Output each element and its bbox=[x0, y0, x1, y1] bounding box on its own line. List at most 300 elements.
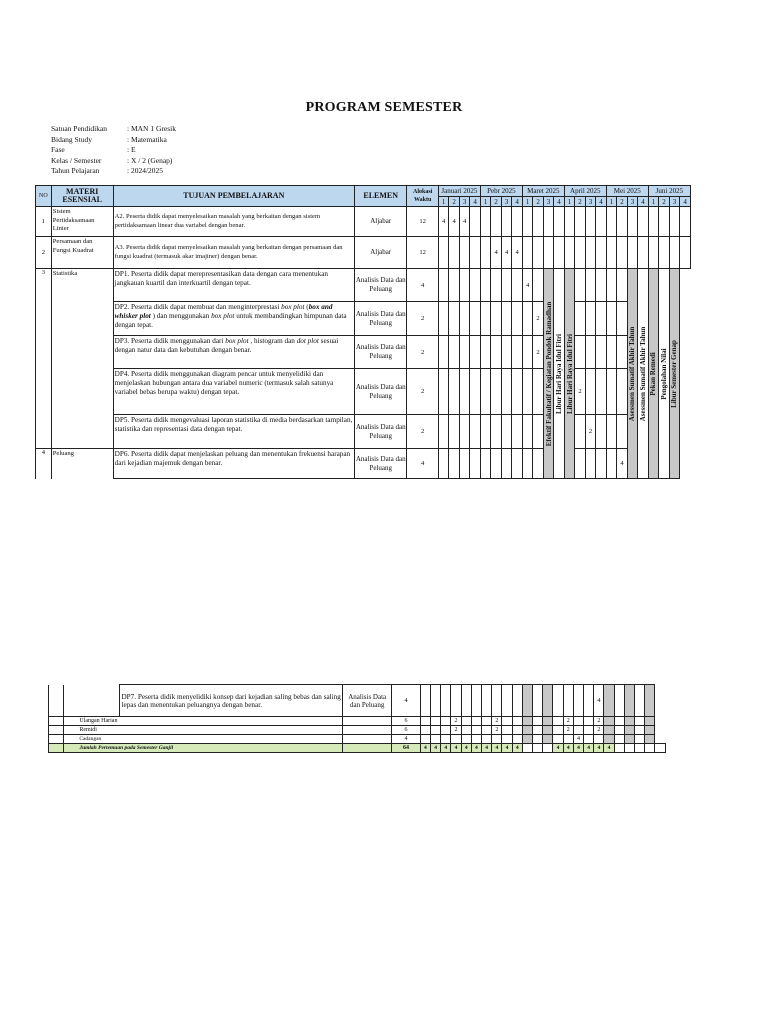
week-cell bbox=[480, 269, 490, 302]
week-cell bbox=[627, 237, 637, 269]
week-cell: 2 bbox=[492, 717, 502, 726]
total-cell: 4 bbox=[420, 744, 430, 753]
week-cell bbox=[480, 207, 490, 237]
month-header: Januari 2025 bbox=[438, 186, 480, 197]
row-elemen: Analisis Data dan Peluang bbox=[354, 449, 406, 479]
week-cell bbox=[482, 685, 492, 717]
week-cell bbox=[585, 207, 595, 237]
week-cell bbox=[512, 207, 523, 237]
info-row bbox=[51, 135, 176, 146]
total-cell: 4 bbox=[573, 744, 583, 753]
week-cell bbox=[617, 269, 627, 302]
week-cell bbox=[575, 449, 585, 479]
week-header: 4 bbox=[512, 197, 523, 207]
week-cell bbox=[459, 415, 469, 449]
week-cell bbox=[501, 269, 511, 302]
week-header: 1 bbox=[522, 197, 532, 207]
week-cell bbox=[575, 237, 585, 269]
week-header: 2 bbox=[617, 197, 627, 207]
week-cell bbox=[449, 336, 459, 369]
week-cell: 4 bbox=[617, 449, 627, 479]
table-row bbox=[36, 237, 691, 269]
table-row bbox=[49, 685, 666, 717]
week-cell bbox=[522, 336, 532, 369]
week-cell bbox=[501, 207, 511, 237]
week-header: 4 bbox=[554, 197, 565, 207]
row-tujuan: A2. Peserta didik dapat menyelesaikan masalah yang berkaitan dengan sistem pertidaksamaan linear dua variabel dengan benar. bbox=[113, 207, 354, 237]
week-cell bbox=[669, 237, 679, 269]
info-value: : 2024/2025 bbox=[127, 166, 164, 176]
program-semester-table bbox=[35, 185, 691, 479]
row-elemen: Analisis Data dan Peluang bbox=[354, 369, 406, 415]
row-elemen: Analisis Data dan Peluang bbox=[354, 269, 406, 302]
info-label: Bidang Study bbox=[51, 134, 93, 144]
week-cell bbox=[470, 237, 481, 269]
week-header: 4 bbox=[680, 197, 691, 207]
vertical-label: Libur Hari Raya Idul Fitri bbox=[565, 333, 574, 414]
table-row bbox=[36, 415, 691, 449]
row-alokasi: 2 bbox=[407, 336, 438, 369]
week-header: 2 bbox=[491, 197, 501, 207]
row-tujuan: DP1. Peserta didik dapat merepresentasikan data dengan cara menentukan jangkauan kuartil dan interkuartil dengan tepat. bbox=[113, 269, 354, 302]
vertical-label: Libur Semester Genap bbox=[670, 339, 679, 408]
week-header: 1 bbox=[438, 197, 448, 207]
text-run: ) dan menggunakan bbox=[150, 312, 212, 320]
vertical-label: Efektif Fakultatif / Kegiatan Pondok Ramadhan bbox=[544, 301, 553, 446]
week-cell bbox=[575, 302, 585, 336]
text-run: box plot bbox=[281, 303, 305, 311]
week-cell bbox=[512, 415, 523, 449]
week-cell bbox=[491, 269, 501, 302]
week-cell bbox=[680, 237, 691, 269]
week-cell bbox=[617, 237, 627, 269]
total-cell: 4 bbox=[563, 744, 573, 753]
week-cell bbox=[585, 336, 595, 369]
total-alokasi: 64 bbox=[392, 744, 421, 753]
week-cell: 4 bbox=[459, 207, 469, 237]
row-elemen bbox=[343, 717, 392, 726]
week-cell bbox=[470, 449, 481, 479]
week-cell bbox=[606, 237, 616, 269]
week-cell bbox=[638, 237, 649, 269]
text-run: box plot bbox=[211, 312, 235, 320]
week-cell bbox=[543, 237, 553, 269]
vertical-label: Libur Hari Raya Idul Fitri bbox=[555, 333, 564, 414]
table-row bbox=[36, 336, 691, 369]
month-header: April 2025 bbox=[564, 186, 606, 197]
vertical-label-cell bbox=[648, 269, 658, 479]
week-cell: 4 bbox=[491, 237, 501, 269]
vertical-label: Pekan Remedi bbox=[649, 351, 658, 396]
week-cell bbox=[575, 415, 585, 449]
row-tujuan bbox=[113, 336, 354, 369]
week-cell bbox=[533, 269, 543, 302]
row-tujuan: DP6. Peserta didik dapat menjelaskan peluang dan menentukan frekuensi harapan dari kejadian majemuk dengan benar. bbox=[113, 449, 354, 479]
week-cell bbox=[596, 207, 607, 237]
week-cell bbox=[480, 336, 490, 369]
week-cell bbox=[491, 302, 501, 336]
week-header: 4 bbox=[638, 197, 649, 207]
week-cell bbox=[617, 415, 627, 449]
vertical-label-cell bbox=[627, 269, 637, 479]
row-elemen: Aljabar bbox=[354, 237, 406, 269]
vertical-label: Asessmen Sumatif Akhir Tahun bbox=[628, 326, 637, 421]
text-run: , histogram dan bbox=[248, 337, 297, 345]
total-cell: 4 bbox=[482, 744, 492, 753]
total-cell: 4 bbox=[492, 744, 502, 753]
table-row bbox=[36, 269, 691, 302]
week-cell bbox=[617, 302, 627, 336]
week-cell bbox=[645, 685, 655, 717]
info-value: : Matematika bbox=[127, 134, 167, 144]
week-cell bbox=[449, 369, 459, 415]
week-cell bbox=[491, 207, 501, 237]
month-header: Pebr 2025 bbox=[480, 186, 522, 197]
week-cell bbox=[449, 415, 459, 449]
week-header: 1 bbox=[564, 197, 574, 207]
month-header: Maret 2025 bbox=[522, 186, 564, 197]
week-header: 1 bbox=[480, 197, 490, 207]
week-cell bbox=[501, 415, 511, 449]
week-cell: 2 bbox=[451, 726, 461, 735]
week-header: 1 bbox=[648, 197, 658, 207]
week-cell bbox=[449, 449, 459, 479]
week-cell bbox=[585, 269, 595, 302]
table-row bbox=[49, 735, 666, 744]
row-tujuan: DP7. Peserta didik menyelidiki konsep dari kejadian saling bebas dan saling lepas dan menentukan peluangnya dengan benar. bbox=[120, 685, 343, 717]
week-cell: 4 bbox=[522, 269, 532, 302]
row-alokasi: 12 bbox=[407, 207, 438, 237]
week-cell bbox=[596, 369, 607, 415]
row-no bbox=[49, 717, 64, 726]
week-cell bbox=[627, 207, 637, 237]
total-cell: 4 bbox=[604, 744, 614, 753]
week-cell bbox=[522, 685, 532, 717]
text-run: dot plot bbox=[296, 337, 319, 345]
week-cell bbox=[502, 685, 512, 717]
text-run: ( bbox=[304, 303, 309, 311]
week-cell bbox=[522, 237, 532, 269]
total-cell: 4 bbox=[461, 744, 471, 753]
week-cell bbox=[680, 207, 691, 237]
row-no: 3 bbox=[36, 269, 52, 449]
week-cell bbox=[512, 336, 523, 369]
week-cell bbox=[596, 269, 607, 302]
total-row bbox=[49, 744, 666, 753]
info-row bbox=[51, 156, 176, 167]
week-cell bbox=[533, 415, 543, 449]
week-cell bbox=[441, 685, 451, 717]
week-cell bbox=[470, 302, 481, 336]
week-cell bbox=[459, 449, 469, 479]
week-cell bbox=[669, 207, 679, 237]
week-cell bbox=[491, 336, 501, 369]
week-cell bbox=[512, 302, 523, 336]
week-cell bbox=[648, 207, 658, 237]
week-cell bbox=[438, 336, 448, 369]
week-cell: 2 bbox=[585, 415, 595, 449]
week-cell: 2 bbox=[594, 726, 604, 735]
week-cell bbox=[420, 685, 430, 717]
info-label: Fase bbox=[51, 145, 65, 155]
week-cell bbox=[438, 369, 448, 415]
week-cell: 4 bbox=[512, 237, 523, 269]
table-row bbox=[49, 717, 666, 726]
info-value: : E bbox=[127, 145, 136, 155]
week-cell bbox=[596, 302, 607, 336]
info-value: : X / 2 (Genap) bbox=[127, 155, 173, 165]
vertical-label-cell bbox=[659, 269, 669, 479]
week-cell bbox=[491, 415, 501, 449]
week-header: 2 bbox=[449, 197, 459, 207]
week-cell bbox=[438, 449, 448, 479]
week-cell bbox=[606, 269, 616, 302]
row-alokasi: 12 bbox=[407, 237, 438, 269]
info-row bbox=[51, 166, 176, 177]
table-row bbox=[36, 302, 691, 336]
header-materi: MATERI ESENSIAL bbox=[51, 186, 113, 207]
week-cell bbox=[438, 237, 448, 269]
table-row bbox=[36, 369, 691, 415]
month-header: Mei 2025 bbox=[606, 186, 648, 197]
week-cell bbox=[480, 369, 490, 415]
week-header: 4 bbox=[596, 197, 607, 207]
week-cell bbox=[606, 302, 616, 336]
week-cell bbox=[606, 336, 616, 369]
week-header: 3 bbox=[459, 197, 469, 207]
week-cell: 2 bbox=[492, 726, 502, 735]
vertical-label-cell bbox=[543, 269, 553, 479]
row-tujuan: DP4. Peserta didik menggunakan diagram pencar untuk menyelidiki dan menjelaskan hubungan antara dua variabel numeric (termasuk salah satunya variabel bebas berupa waktu) dengan tepat. bbox=[113, 369, 354, 415]
week-cell bbox=[575, 336, 585, 369]
week-cell bbox=[635, 685, 645, 717]
week-cell: 4 bbox=[449, 207, 459, 237]
week-cell bbox=[522, 302, 532, 336]
row-materi: Persamaan dan Fungsi Kuadrat bbox=[51, 237, 113, 269]
row-tujuan: A3. Peserta didik dapat menyelesaikan masalah yang berkaitan dengan persamaan dan fungsi kuadrat (termasuk akar imajiner) dengan benar. bbox=[113, 237, 354, 269]
week-cell: 2 bbox=[563, 726, 573, 735]
page-title: PROGRAM SEMESTER bbox=[305, 100, 463, 115]
row-alokasi: 4 bbox=[407, 269, 438, 302]
row-no: 4 bbox=[36, 449, 52, 479]
week-cell bbox=[431, 685, 441, 717]
continuation-table bbox=[48, 684, 666, 753]
week-cell bbox=[596, 415, 607, 449]
week-cell bbox=[480, 449, 490, 479]
week-cell bbox=[606, 449, 616, 479]
row-elemen: Analisis Data dan Peluang bbox=[354, 336, 406, 369]
week-cell bbox=[543, 685, 553, 717]
week-cell bbox=[575, 207, 585, 237]
week-cell bbox=[491, 449, 501, 479]
week-header: 2 bbox=[659, 197, 669, 207]
week-cell bbox=[512, 269, 523, 302]
row-tujuan bbox=[113, 302, 354, 336]
week-cell bbox=[470, 269, 481, 302]
vertical-label-cell bbox=[638, 269, 649, 479]
week-cell bbox=[501, 302, 511, 336]
info-label: Satuan Pendidikan bbox=[51, 124, 108, 133]
week-cell bbox=[470, 415, 481, 449]
week-cell bbox=[533, 685, 543, 717]
week-cell bbox=[459, 336, 469, 369]
row-no: 1 bbox=[36, 207, 52, 237]
week-cell bbox=[438, 415, 448, 449]
week-cell bbox=[585, 369, 595, 415]
week-cell bbox=[554, 237, 565, 269]
week-cell bbox=[624, 685, 634, 717]
week-cell bbox=[471, 685, 481, 717]
row-no: 2 bbox=[36, 237, 52, 269]
week-cell bbox=[522, 449, 532, 479]
week-cell bbox=[617, 207, 627, 237]
week-header: 3 bbox=[669, 197, 679, 207]
vertical-label: Asessmen Sumatif Akhir Tahun bbox=[638, 326, 647, 421]
week-cell: 2 bbox=[533, 336, 543, 369]
week-cell bbox=[449, 269, 459, 302]
week-cell: 4 bbox=[573, 735, 583, 744]
row-elemen: Analisis Data dan Peluang bbox=[343, 685, 392, 717]
table-row bbox=[36, 207, 691, 237]
row-alokasi: 2 bbox=[407, 415, 438, 449]
identity-block bbox=[51, 124, 176, 177]
week-cell: 2 bbox=[563, 717, 573, 726]
text-run: box and whisker plot bbox=[114, 303, 333, 320]
week-cell bbox=[459, 369, 469, 415]
row-alokasi: 6 bbox=[392, 726, 421, 735]
row-label: Remidi bbox=[64, 726, 343, 735]
row-materi: Sistem Pertidaksamaan Linier bbox=[51, 207, 113, 237]
week-cell bbox=[512, 685, 522, 717]
header-alokasi: Alokasi Waktu bbox=[407, 186, 438, 207]
week-cell bbox=[512, 449, 523, 479]
week-cell: 4 bbox=[594, 685, 604, 717]
total-cell: 4 bbox=[471, 744, 481, 753]
week-cell bbox=[449, 237, 459, 269]
week-header: 3 bbox=[627, 197, 637, 207]
week-cell bbox=[648, 237, 658, 269]
week-cell bbox=[604, 685, 614, 717]
week-cell bbox=[659, 237, 669, 269]
text-run: box plot bbox=[225, 337, 249, 345]
row-alokasi: 6 bbox=[392, 717, 421, 726]
row-alokasi: 2 bbox=[407, 369, 438, 415]
week-cell bbox=[596, 449, 607, 479]
row-label: Cadangan bbox=[64, 735, 343, 744]
total-cell: 4 bbox=[431, 744, 441, 753]
week-cell bbox=[564, 207, 574, 237]
week-cell bbox=[491, 369, 501, 415]
info-label: Kelas / Semester bbox=[51, 155, 102, 165]
info-row bbox=[51, 124, 176, 135]
week-cell bbox=[459, 302, 469, 336]
header-no: NO bbox=[36, 186, 52, 207]
week-cell: 2 bbox=[451, 717, 461, 726]
week-cell bbox=[470, 336, 481, 369]
week-cell bbox=[512, 369, 523, 415]
week-cell: 2 bbox=[533, 302, 543, 336]
week-cell: 2 bbox=[575, 369, 585, 415]
week-cell bbox=[533, 207, 543, 237]
week-cell bbox=[522, 369, 532, 415]
week-cell bbox=[522, 415, 532, 449]
week-cell bbox=[461, 685, 471, 717]
total-label: Jumlah Pertemuan pada Semester Ganjil bbox=[64, 744, 343, 753]
week-header: 4 bbox=[470, 197, 481, 207]
total-cell: 4 bbox=[441, 744, 451, 753]
week-cell bbox=[459, 269, 469, 302]
week-header: 2 bbox=[533, 197, 543, 207]
row-alokasi: 2 bbox=[407, 302, 438, 336]
week-cell bbox=[533, 237, 543, 269]
week-cell bbox=[606, 369, 616, 415]
week-cell bbox=[596, 237, 607, 269]
week-cell bbox=[459, 237, 469, 269]
week-cell bbox=[563, 685, 573, 717]
text-run: untuk membandingkan himpunan data dengan tepat. bbox=[114, 312, 347, 329]
week-cell bbox=[553, 685, 563, 717]
week-cell bbox=[438, 302, 448, 336]
info-row bbox=[51, 145, 176, 156]
week-cell bbox=[564, 237, 574, 269]
week-header: 3 bbox=[585, 197, 595, 207]
week-cell bbox=[585, 302, 595, 336]
week-cell bbox=[617, 369, 627, 415]
total-cell: 4 bbox=[502, 744, 512, 753]
week-cell bbox=[449, 302, 459, 336]
week-cell bbox=[543, 207, 553, 237]
row-tujuan: DP5. Peserta didik mengevaluasi laporan statistika di media berdasarkan tampilan, statistika dan representasi data dengan tepat. bbox=[113, 415, 354, 449]
week-cell bbox=[659, 207, 669, 237]
week-cell bbox=[606, 415, 616, 449]
total-cell: 4 bbox=[451, 744, 461, 753]
vertical-label: Pengolahan Nilai bbox=[659, 347, 668, 400]
row-elemen: Analisis Data dan Peluang bbox=[354, 415, 406, 449]
row-alokasi: 4 bbox=[392, 685, 421, 717]
row-no bbox=[49, 685, 64, 717]
total-cell: 4 bbox=[584, 744, 594, 753]
info-label: Tahun Pelajaran bbox=[51, 166, 100, 176]
week-header: 3 bbox=[501, 197, 511, 207]
row-elemen: Aljabar bbox=[354, 207, 406, 237]
week-cell bbox=[585, 449, 595, 479]
week-cell bbox=[480, 415, 490, 449]
text-run: DP3. Peserta didik menggunakan dari bbox=[114, 337, 226, 345]
text-run: DP2. Peserta didik dapat membuat dan menginterprestasi bbox=[114, 303, 282, 311]
text-run: sesuai dengan natur data dan kebutuhan dengan benar. bbox=[114, 337, 339, 354]
week-cell bbox=[480, 302, 490, 336]
vertical-label-cell bbox=[564, 269, 574, 479]
week-cell bbox=[584, 685, 594, 717]
week-cell: 2 bbox=[594, 717, 604, 726]
week-cell bbox=[470, 369, 481, 415]
week-cell bbox=[501, 369, 511, 415]
week-cell bbox=[501, 449, 511, 479]
table-row bbox=[49, 726, 666, 735]
total-cell: 4 bbox=[512, 744, 522, 753]
total-cell: 4 bbox=[553, 744, 563, 753]
week-cell bbox=[575, 269, 585, 302]
week-cell bbox=[573, 685, 583, 717]
week-cell bbox=[501, 336, 511, 369]
row-materi: Statistika bbox=[51, 269, 113, 449]
week-cell bbox=[638, 207, 649, 237]
week-cell bbox=[554, 207, 565, 237]
row-materi bbox=[64, 685, 120, 717]
row-label: Ulangan Harian bbox=[64, 717, 343, 726]
info-value: : MAN 1 Gresik bbox=[127, 124, 176, 133]
week-cell bbox=[614, 685, 624, 717]
